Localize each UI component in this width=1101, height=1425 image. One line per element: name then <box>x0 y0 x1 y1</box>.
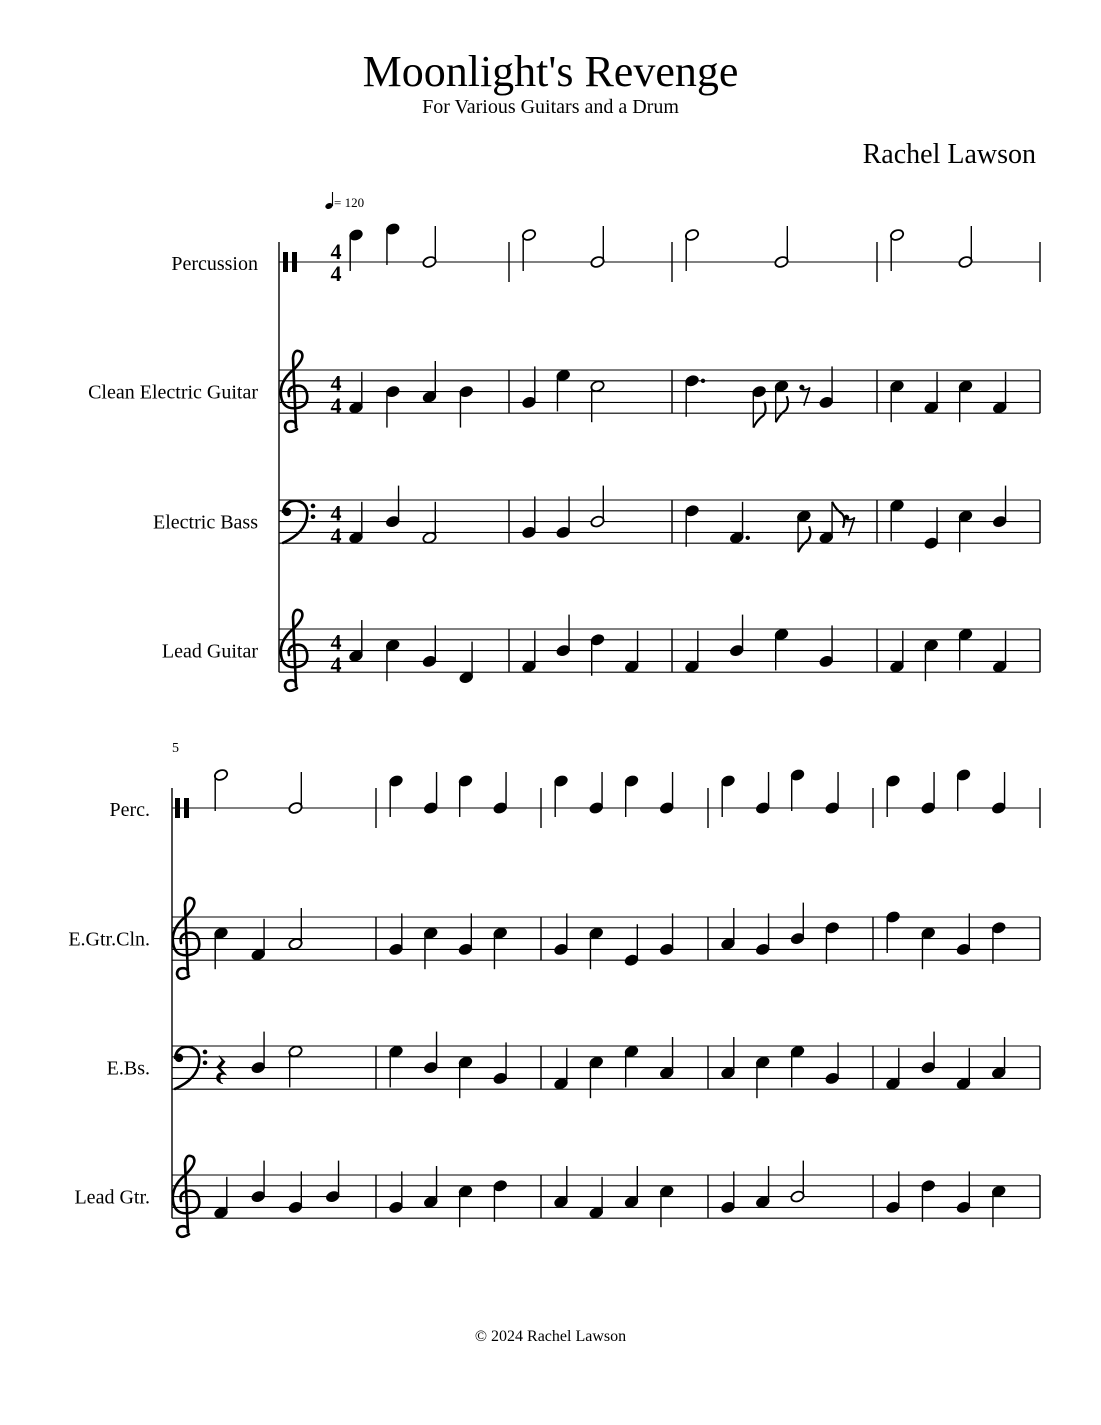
time-signature-denominator: 4 <box>330 523 342 549</box>
note <box>385 639 400 682</box>
note <box>885 910 900 953</box>
note <box>624 631 639 674</box>
note <box>956 768 971 811</box>
note <box>958 628 973 671</box>
note <box>684 631 699 674</box>
note <box>790 768 805 811</box>
note <box>774 380 789 423</box>
note <box>385 385 400 428</box>
note <box>885 774 900 817</box>
note <box>288 1171 303 1214</box>
note <box>659 1037 674 1080</box>
note <box>924 639 939 682</box>
copyright-notice: © 2024 Rachel Lawson <box>474 1328 627 1345</box>
note <box>790 903 805 946</box>
note <box>213 1177 228 1220</box>
note <box>796 510 811 553</box>
note <box>348 372 363 415</box>
note <box>590 380 605 423</box>
note <box>825 921 840 964</box>
eighth-flag <box>753 402 765 428</box>
note <box>288 1045 303 1088</box>
note <box>521 496 536 539</box>
note <box>459 642 474 685</box>
note <box>992 372 1007 415</box>
clef-dot <box>311 504 316 509</box>
note <box>423 1166 438 1209</box>
instrument-name: E.Gtr.Cln. <box>68 928 150 951</box>
note <box>790 1161 805 1204</box>
note <box>590 486 605 529</box>
note <box>819 625 834 668</box>
instrument-name: Percussion <box>171 253 258 275</box>
note <box>423 927 438 970</box>
score-title: Moonlight's Revenge <box>362 47 739 96</box>
note <box>774 226 789 269</box>
rest-stroke <box>847 517 855 535</box>
note <box>553 1048 568 1091</box>
note <box>924 372 939 415</box>
note <box>388 1171 403 1214</box>
measure-number: 5 <box>172 741 179 756</box>
note <box>684 504 699 547</box>
note <box>493 1179 508 1222</box>
eighth-flag <box>776 396 788 422</box>
note <box>589 1056 604 1099</box>
instrument-name: Lead Gtr. <box>74 1186 150 1209</box>
note <box>659 1185 674 1228</box>
note <box>385 222 400 265</box>
note <box>422 502 437 545</box>
note <box>458 1056 473 1099</box>
note <box>684 374 705 417</box>
rest-glyph <box>217 1056 226 1084</box>
note <box>458 1185 473 1228</box>
augmentation-dot <box>701 379 705 383</box>
note <box>458 913 473 956</box>
note <box>624 924 639 967</box>
instrument-name: E.Bs. <box>106 1057 150 1080</box>
note <box>991 772 1006 815</box>
note <box>921 927 936 970</box>
note <box>992 486 1007 529</box>
eighth-flag <box>798 526 810 552</box>
note <box>493 927 508 970</box>
note <box>889 380 904 423</box>
note <box>288 908 303 951</box>
instrument-name: Electric Bass <box>153 511 258 534</box>
note <box>589 772 604 815</box>
instrument-name: Lead Guitar <box>161 640 258 663</box>
note <box>388 1045 403 1088</box>
note <box>589 927 604 970</box>
note <box>774 628 789 671</box>
note <box>992 631 1007 674</box>
note <box>348 228 363 271</box>
instrument-name: Perc. <box>109 799 150 821</box>
note <box>958 226 973 269</box>
clef-bar <box>292 252 297 272</box>
note <box>556 496 571 539</box>
note <box>624 1166 639 1209</box>
composer-name: Rachel Lawson <box>862 139 1036 170</box>
staff <box>172 1046 1040 1089</box>
score-subtitle: For Various Guitars and a Drum <box>422 96 679 118</box>
note <box>825 772 840 815</box>
note <box>684 228 699 271</box>
instrument-name: Clean Electric Guitar <box>88 381 258 404</box>
note <box>991 921 1006 964</box>
note <box>556 369 571 412</box>
staff <box>172 1175 1040 1218</box>
clef-dot <box>311 514 316 519</box>
note <box>288 772 303 815</box>
note <box>958 380 973 423</box>
note <box>251 919 266 962</box>
note <box>729 502 750 545</box>
note <box>889 228 904 271</box>
note <box>755 1166 770 1209</box>
note <box>720 1037 735 1080</box>
note <box>991 1185 1006 1228</box>
rest <box>217 1056 226 1084</box>
clef-dot <box>203 1050 208 1055</box>
note <box>458 774 473 817</box>
note <box>956 1171 971 1214</box>
clef-bar <box>184 798 189 818</box>
note <box>590 633 605 676</box>
tempo-value: = 120 <box>334 195 365 210</box>
rest-stroke <box>802 387 810 405</box>
note <box>624 774 639 817</box>
note <box>885 1048 900 1091</box>
note <box>213 768 228 811</box>
clef-bar <box>283 252 288 272</box>
note <box>423 1032 438 1075</box>
note <box>729 615 744 658</box>
time-signature-denominator: 4 <box>330 393 342 419</box>
augmentation-dot <box>746 536 750 540</box>
note <box>385 486 400 529</box>
note <box>921 1032 936 1075</box>
note <box>885 1171 900 1214</box>
note <box>659 772 674 815</box>
note <box>553 1166 568 1209</box>
note <box>388 774 403 817</box>
note <box>493 772 508 815</box>
note <box>755 913 770 956</box>
time-signature-denominator: 4 <box>330 261 342 286</box>
note <box>751 385 766 428</box>
time-signature-numerator: 4 <box>330 500 342 526</box>
note <box>921 1179 936 1222</box>
note <box>720 1171 735 1214</box>
note <box>889 631 904 674</box>
note <box>422 625 437 668</box>
note <box>251 1161 266 1204</box>
note <box>924 507 939 550</box>
note <box>422 226 437 269</box>
note <box>251 1032 266 1075</box>
note <box>889 499 904 542</box>
note <box>819 366 834 409</box>
note <box>590 226 605 269</box>
note <box>553 913 568 956</box>
note <box>459 385 474 428</box>
note <box>388 913 403 956</box>
note <box>755 772 770 815</box>
note <box>213 927 228 970</box>
time-signature-denominator: 4 <box>330 652 342 678</box>
note <box>659 913 674 956</box>
note <box>521 366 536 409</box>
note <box>521 631 536 674</box>
note <box>325 1161 340 1204</box>
time-signature-numerator: 4 <box>330 239 342 264</box>
tempo-marking <box>324 192 333 210</box>
note <box>521 228 536 271</box>
note <box>553 774 568 817</box>
note <box>556 615 571 658</box>
note <box>348 620 363 663</box>
eighth-flag <box>832 502 844 528</box>
note <box>958 510 973 553</box>
note <box>624 1045 639 1088</box>
clef-dot <box>203 1060 208 1065</box>
note <box>956 913 971 956</box>
note <box>422 361 437 404</box>
note <box>825 1042 840 1085</box>
note <box>991 1037 1006 1080</box>
note <box>423 772 438 815</box>
note <box>720 908 735 951</box>
note <box>720 774 735 817</box>
time-signature-numerator: 4 <box>330 370 342 396</box>
note <box>921 772 936 815</box>
clef-bar <box>175 798 180 818</box>
time-signature-numerator: 4 <box>330 629 342 655</box>
note <box>956 1048 971 1091</box>
note <box>790 1045 805 1088</box>
note <box>755 1056 770 1099</box>
note <box>819 502 845 545</box>
note <box>493 1042 508 1085</box>
note <box>348 502 363 545</box>
note <box>589 1177 604 1220</box>
staff <box>172 917 1040 960</box>
